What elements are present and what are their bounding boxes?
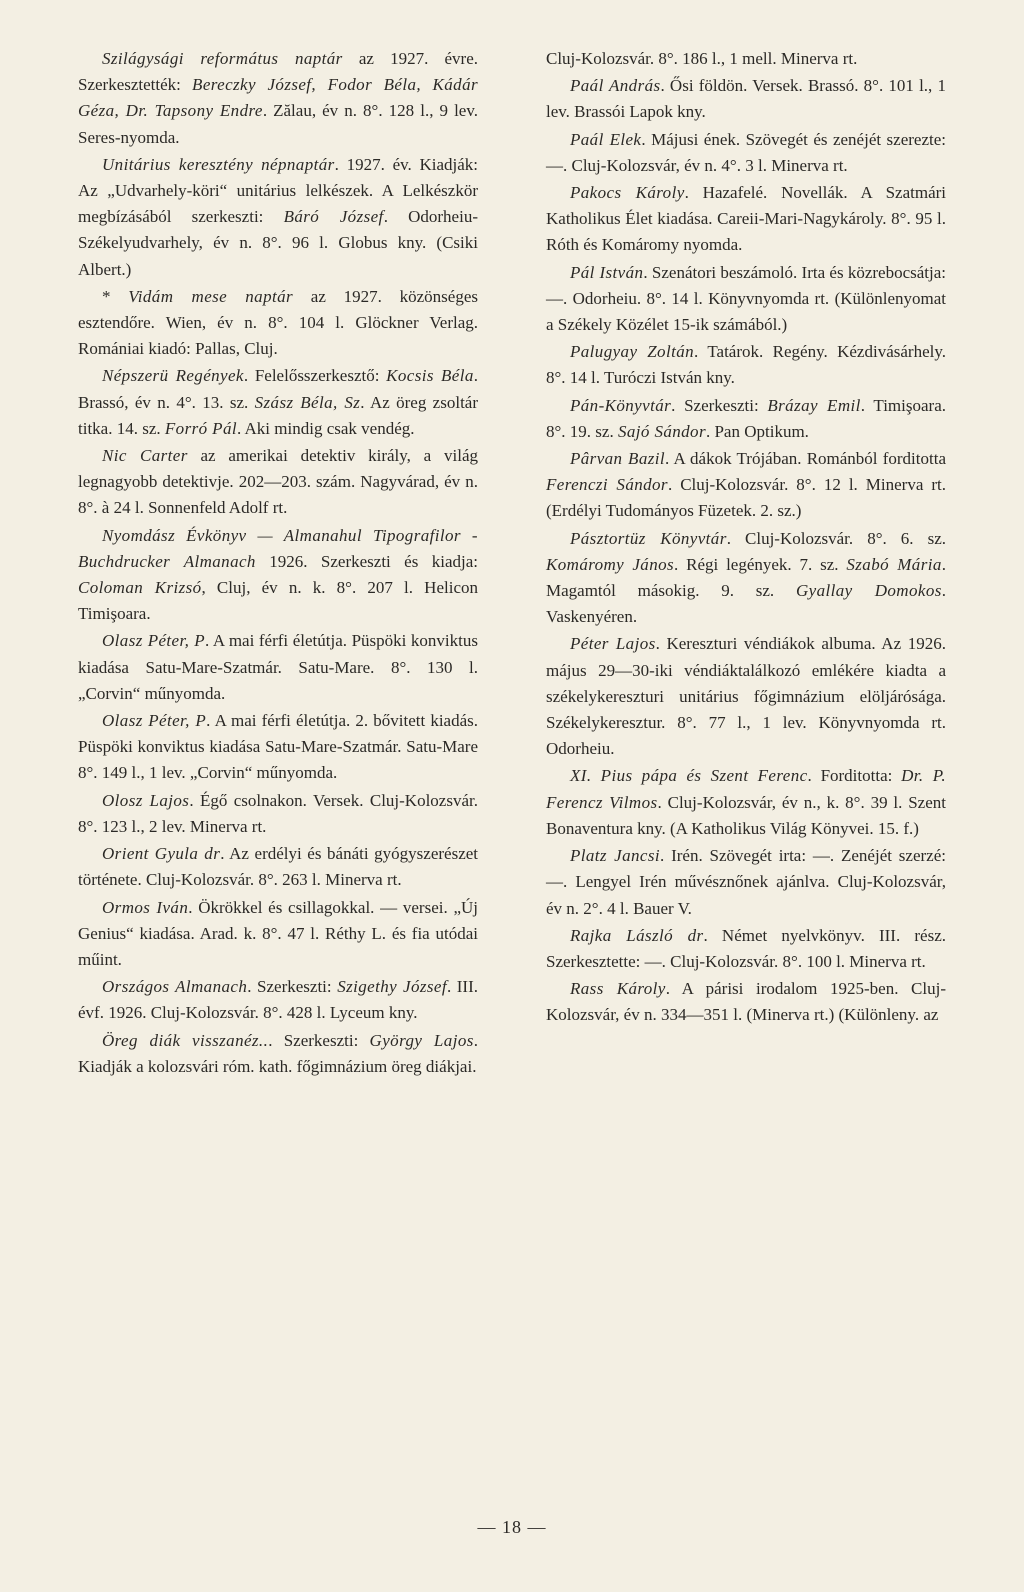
italic-text: Brázay Emil bbox=[767, 395, 861, 415]
entry-text: . A mai férfi életútja. Püspöki konviktus kiadása Satu-Mare-Szatmár. Satu-Mare. 8°. 130 l. „Corvin“ műnyomda. bbox=[78, 631, 478, 703]
bibliography-entry bbox=[546, 180, 946, 259]
italic-text: Pál István bbox=[570, 262, 644, 282]
entry-text: . Cluj-Kolozsvár. 8°. 12 l. Minerva rt. (Erdélyi Tudományos Füzetek. 2. sz.) bbox=[546, 475, 946, 521]
bibliography-entry bbox=[546, 923, 946, 975]
bibliography-entry bbox=[78, 788, 478, 840]
italic-text: Öreg diák visszanéz.. bbox=[102, 1030, 269, 1050]
bibliography-entry bbox=[546, 976, 946, 1028]
italic-text: Olosz Lajos bbox=[102, 790, 190, 810]
entry-text: . Német nyelvkönyv. III. rész. Szerkesztette: —. Cluj-Kolozsvár. 8°. 100 l. Minerva rt. bbox=[546, 925, 946, 971]
bibliography-entry bbox=[546, 339, 946, 391]
entry-text: . Forditotta: bbox=[807, 766, 902, 786]
bibliography-entry bbox=[546, 127, 946, 179]
italic-text: Bereczky József, Fodor Béla, Kádár Géza, Dr. Tapsony Endre bbox=[78, 75, 478, 121]
entry-text: . Hazafelé. Novellák. A Szatmári Katholikus Élet kiadása. Careii-Mari-Nagykároly. 8°. 95 l. Róth és Komáromy nyomda. bbox=[546, 183, 946, 255]
entry-text: . Szerkeszti: bbox=[268, 1030, 370, 1050]
left-column bbox=[78, 46, 478, 1080]
italic-text: Péter Lajos bbox=[570, 634, 656, 654]
bibliography-entry bbox=[546, 446, 946, 525]
italic-text: Paál András bbox=[570, 76, 661, 96]
italic-text: Szabó Mária bbox=[846, 554, 942, 574]
entry-text: . 1927. év. Kiadják: Az „Udvarhely-köri“ unitárius lelkészek. A Lelkészkör megbízásából szerkeszti: bbox=[78, 154, 479, 227]
bibliography-entry bbox=[546, 843, 946, 922]
entry-text: . Májusi ének. Szövegét és zenéjét szerezte: —. Cluj-Kolozsvár, év n. 4°. 3 l. Minerva rt. bbox=[546, 129, 947, 175]
italic-text: Sajó Sándor bbox=[617, 421, 706, 441]
bibliography-entry bbox=[546, 763, 946, 842]
italic-text: Ormos Iván bbox=[102, 897, 189, 917]
italic-text: Pârvan Bazil bbox=[570, 449, 665, 469]
entry-text: . Ősi földön. Versek. Brassó. 8°. 101 l., 1 lev. Brassói Lapok kny. bbox=[546, 76, 946, 122]
italic-text: Forró Pál bbox=[164, 418, 237, 438]
entry-text: . III. évf. 1926. Cluj-Kolozsvár. 8°. 428 l. Lyceum kny. bbox=[78, 977, 478, 1023]
italic-text: Vidám mese naptár bbox=[128, 286, 294, 306]
italic-text: Platz Jancsi bbox=[570, 846, 661, 866]
italic-text: Nic Carter bbox=[102, 446, 188, 466]
entry-text: Cluj-Kolozsvár. 8°. 186 l., 1 mell. Minerva rt. bbox=[546, 49, 858, 68]
entry-text: . Az öreg zsoltár titka. 14. sz. bbox=[78, 392, 478, 438]
bibliography-entry bbox=[546, 260, 946, 339]
entry-text: az amerikai detektiv király, a világ legnagyobb detektivje. 202—203. szám. Nagyvárad, év n. 8°. à 24 l. Sonnenfeld Adolf rt. bbox=[78, 446, 478, 518]
italic-text: Népszerü Regények bbox=[102, 366, 244, 386]
entry-text: . Az erdélyi és bánáti gyógyszerészet története. Cluj-Kolozsvár. 8°. 263 l. Minerva rt. bbox=[78, 844, 479, 890]
entry-text: . Vaskenyéren. bbox=[546, 581, 946, 627]
bibliography-entry bbox=[78, 523, 478, 628]
entry-text: . Tatárok. Regény. Kézdivásárhely. 8°. 14 l. Turóczi István kny. bbox=[546, 342, 946, 388]
italic-text: Pásztortüz Könyvtár bbox=[570, 528, 727, 548]
entry-text: . Cluj-Kolozsvár. 8°. 6. sz. bbox=[726, 528, 946, 548]
page-number: — 18 — bbox=[477, 1517, 547, 1537]
bibliography-entry bbox=[78, 443, 478, 522]
entry-text: * bbox=[102, 286, 129, 306]
italic-text: Komáromy János bbox=[546, 554, 675, 574]
entry-text: . Kiadják a kolozsvári róm. kath. főgimnázium öreg diákjai. bbox=[78, 1030, 478, 1076]
italic-text: Báró József bbox=[283, 207, 384, 227]
italic-text: Nyomdász Évkönyv — Almanahul Tipografilor - Buchdrucker Almanach bbox=[78, 525, 478, 571]
entry-text: 1926. Szerkeszti és kiadja: bbox=[255, 551, 479, 571]
italic-text: Országos Almanach bbox=[102, 977, 248, 997]
entry-text: . Szenátori beszámoló. Irta és közrebocsátja: —. Odorheiu. 8°. 14 l. Könyvnyomda rt. (Különlenyomat a Székely Közélet 15-ik számából.) bbox=[546, 262, 946, 335]
entry-text: . Magamtól másokig. 9. sz. bbox=[546, 554, 946, 601]
bibliography-entry bbox=[78, 628, 478, 707]
italic-text: Rajka László dr bbox=[570, 925, 704, 945]
bibliography-entry bbox=[78, 46, 478, 151]
italic-text: Pán-Könyvtár bbox=[570, 395, 672, 415]
bibliography-entry bbox=[78, 1028, 478, 1080]
italic-text: Pakocs Károly bbox=[570, 183, 685, 203]
entry-text: . A mai férfi életútja. 2. bővitett kiadás. Püspöki konviktus kiadása Satu-Mare-Szatmár. Satu-Mare 8°. 149 l., 1 lev. „Corvin“ műnyomda. bbox=[78, 711, 478, 783]
entry-text: , Cluj, év n. k. 8°. 207 l. Helicon Timişoara. bbox=[78, 578, 478, 624]
entry-text: . A párisi irodalom 1925-ben. Cluj-Kolozsvár, év n. 334—351 l. (Minerva rt.) (Különleny. az bbox=[546, 979, 947, 1025]
italic-text: Olasz Péter, P bbox=[102, 631, 206, 651]
italic-text: XI. Pius pápa és Szent Ferenc bbox=[570, 766, 808, 786]
entry-text: . Szerkeszti: bbox=[671, 395, 768, 415]
italic-text: Coloman Krizsó bbox=[78, 578, 202, 598]
entry-text: . A dákok Trójában. Románból forditotta bbox=[665, 449, 946, 469]
entry-text: . Aki mindig csak vendég. bbox=[236, 418, 415, 438]
bibliography-entry bbox=[78, 284, 478, 363]
bibliography-entry bbox=[546, 526, 946, 631]
italic-text: Kocsis Béla bbox=[386, 366, 474, 386]
entry-text: . Timişoara. 8°. 19. sz. bbox=[546, 395, 946, 441]
italic-text: Rass Károly bbox=[570, 979, 666, 999]
entry-text: . Kereszturi véndiákok albuma. Az 1926. május 29—30-iki véndiáktalálkozó emlékére kiadta a székelykereszturi unitárius főgimnázium elöljárósága. Székelykeresztur. 8°. 77 l., 1 lev. Könyvnyomda rt. Odorheiu. bbox=[546, 634, 946, 759]
italic-text: Paál Elek bbox=[570, 129, 642, 149]
entry-text: . Odorheiu-Székelyudvarhely, év n. 8°. 96 l. Globus kny. (Csiki Albert.) bbox=[78, 207, 478, 279]
bibliography-entry bbox=[78, 363, 478, 442]
bibliography-entry bbox=[546, 46, 946, 72]
bibliography-entry bbox=[546, 631, 946, 762]
entry-text: az 1927. közönséges esztendőre. Wien, év n. 8°. 104 l. Glöckner Verlag. Romániai kiadó: Pallas, Cluj. bbox=[78, 286, 479, 359]
entry-text: az 1927. évre. Szerkesztették: bbox=[78, 49, 478, 95]
entry-text: . Régi legények. 7. sz. bbox=[674, 554, 847, 574]
italic-text: Palugyay Zoltán bbox=[570, 342, 694, 362]
italic-text: Unitárius keresztény népnaptár bbox=[102, 154, 335, 174]
bibliography-entry bbox=[78, 152, 478, 283]
entry-text: . Zălau, év n. 8°. 128 l., 9 lev. Seres-nyomda. bbox=[78, 101, 478, 147]
entry-text: . Brassó, év n. 4°. 13. sz. bbox=[78, 366, 478, 412]
italic-text: Szigethy József bbox=[337, 977, 447, 997]
bibliography-entry bbox=[546, 73, 946, 125]
entry-text: . Felelősszerkesztő: bbox=[243, 366, 387, 386]
bibliography-entry bbox=[78, 974, 478, 1026]
entry-text: . Ökrökkel és csillagokkal. — versei. „Új Genius“ kiadása. Arad. k. 8°. 47 l. Réthy L. és fia utódai műint. bbox=[78, 897, 478, 969]
entry-text: . Pan Optikum. bbox=[705, 421, 809, 441]
italic-text: Dr. P. Ferencz Vilmos bbox=[546, 766, 946, 812]
italic-text: Ferenczi Sándor bbox=[546, 475, 668, 495]
italic-text: Orient Gyula dr bbox=[102, 844, 221, 864]
italic-text: Gyallay Domokos bbox=[795, 581, 942, 601]
right-column bbox=[546, 46, 946, 1029]
italic-text: György Lajos bbox=[369, 1030, 474, 1050]
entry-text: . Irén. Szövegét irta: —. Zenéjét szerzé: —. Lengyel Irén művésznőnek ajánlva. Cluj-Kolozsvár, év n. 2°. 4 l. Bauer V. bbox=[546, 846, 946, 918]
bibliography-entry bbox=[78, 841, 478, 893]
entry-text: . Szerkeszti: bbox=[247, 977, 338, 997]
entry-text: . Cluj-Kolozsvár, év n., k. 8°. 39 l. Szent Bonaventura kny. (A Katholikus Világ Könyvei. 15. f.) bbox=[546, 792, 946, 838]
bibliography-entry bbox=[78, 708, 478, 787]
italic-text: Szilágysági református naptár bbox=[102, 49, 343, 68]
italic-text: Olasz Péter, P bbox=[102, 711, 207, 731]
italic-text: Szász Béla, Sz bbox=[254, 392, 361, 412]
entry-text: . Égő csolnakon. Versek. Cluj-Kolozsvár. 8°. 123 l., 2 lev. Minerva rt. bbox=[78, 790, 478, 836]
bibliography-entry bbox=[78, 895, 478, 974]
bibliography-entry bbox=[546, 393, 946, 445]
